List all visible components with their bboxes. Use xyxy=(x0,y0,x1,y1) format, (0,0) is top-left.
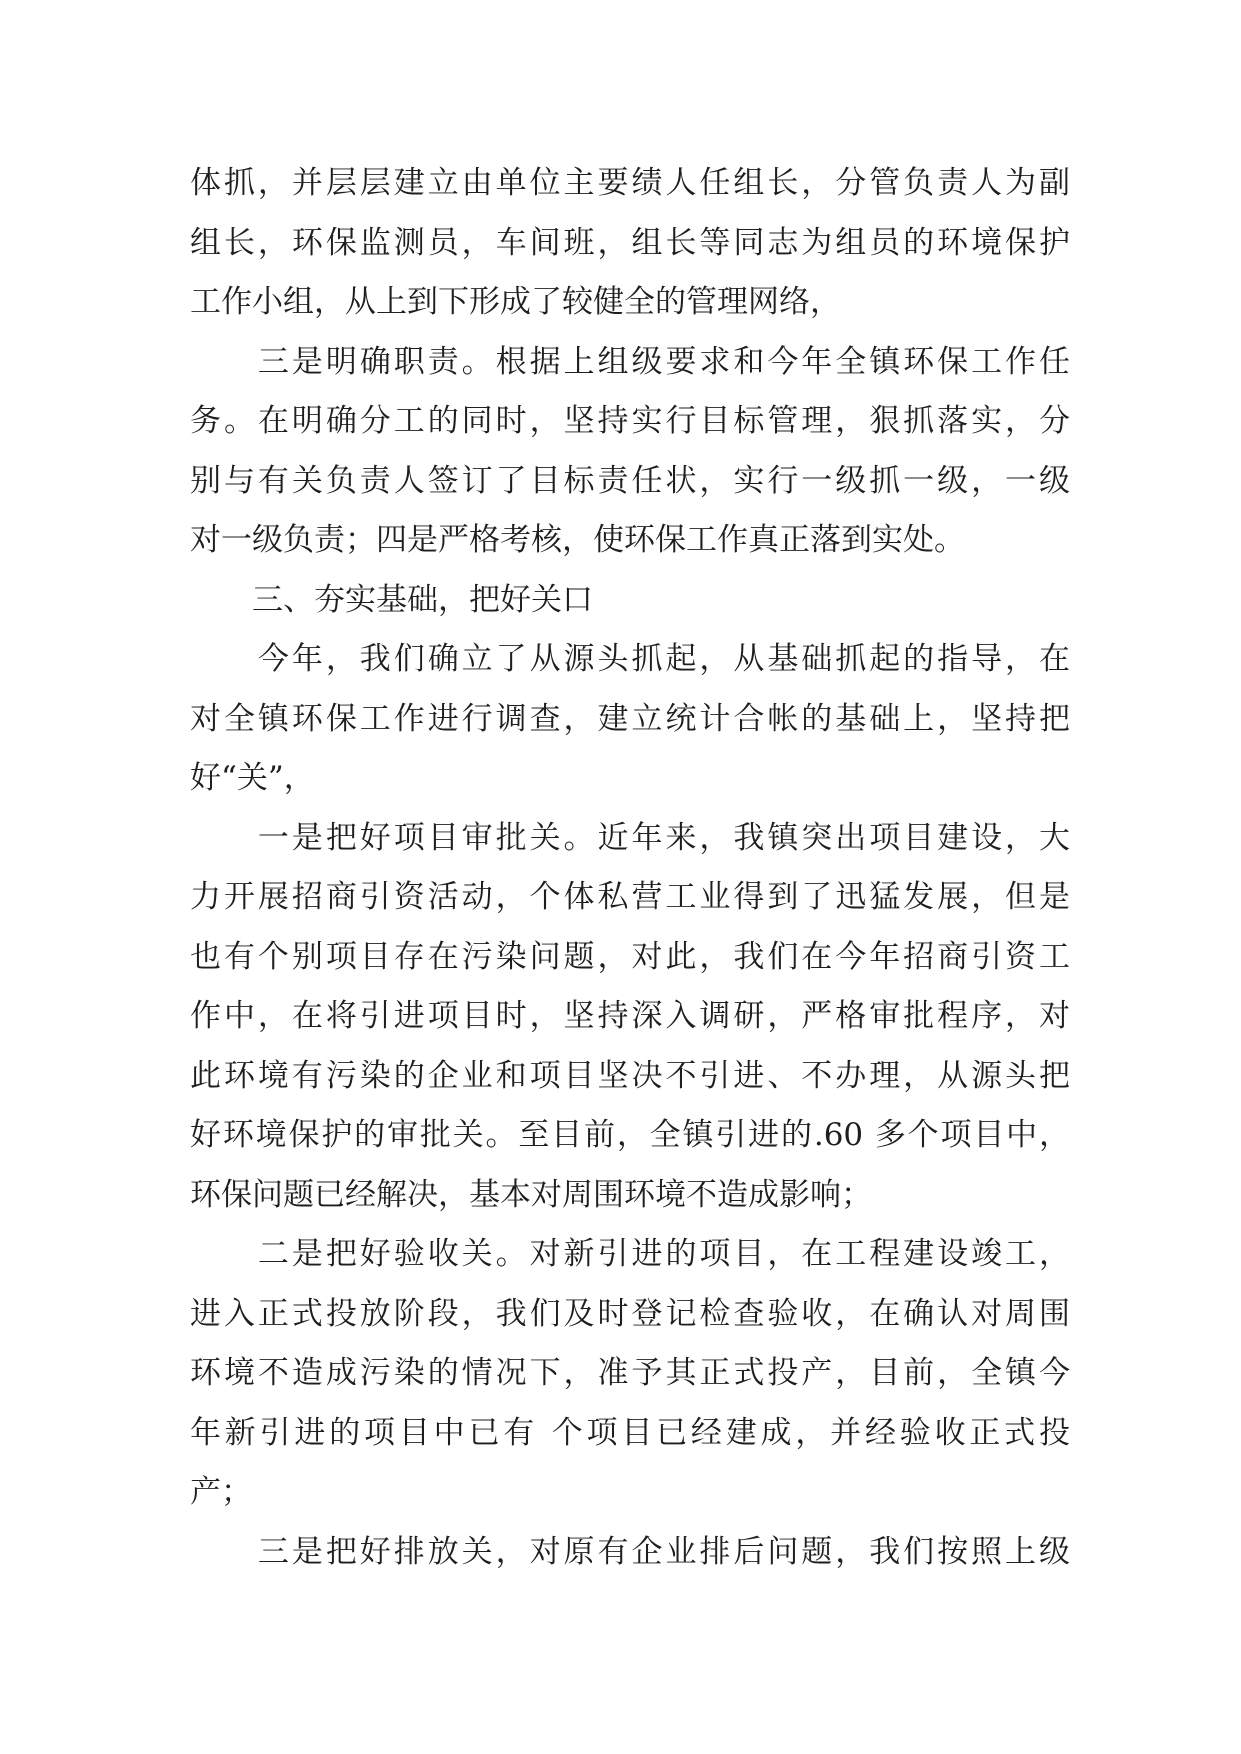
text-line: 对全镇环保工作进行调查，建立统计合帐的基础上，坚持把 xyxy=(190,700,1070,737)
text-line: 组长，环保监测员，车间班，组长等同志为组员的环境保护 xyxy=(190,224,1070,261)
text-line: 三是把好排放关，对原有企业排后问题，我们按照上级 xyxy=(190,1533,1070,1570)
text-line: 三、夯实基础，把好关口 xyxy=(190,581,593,618)
text-line: 好环境保护的审批关。至目前，全镇引进的.60 多个项目中， xyxy=(190,1117,1070,1153)
text-line: 别与有关负责人签订了目标责任状，实行一级抓一级，一级 xyxy=(190,462,1070,499)
text-line: 体抓，并层层建立由单位主要绩人任组长，分管负责人为副 xyxy=(190,165,1070,201)
text-line: 工作小组，从上到下形成了较健全的管理网络， xyxy=(190,284,841,320)
text-line: 年新引进的项目中已有 个项目已经建成，并经验收正式投 xyxy=(190,1414,1070,1451)
document-body-text xyxy=(190,154,1070,1582)
text-line: 力开展招商引资活动，个体私营工业得到了迅猛发展，但是 xyxy=(190,879,1070,915)
text-line: 环保问题已经解决，基本对周围环境不造成影响； xyxy=(190,1176,872,1213)
text-line: 作中，在将引进项目时，坚持深入调研，严格审批程序，对 xyxy=(190,998,1070,1034)
text-line: 三是明确职责。根据上组级要求和今年全镇环保工作任 xyxy=(190,343,1070,380)
text-line: 二是把好验收关。对新引进的项目，在工程建设竣工， xyxy=(190,1236,1070,1272)
text-line: 也有个别项目存在污染问题，对此，我们在今年招商引资工 xyxy=(190,938,1070,975)
text-line: 此环境有污染的企业和项目坚决不引进、不办理，从源头把 xyxy=(190,1057,1070,1094)
text-line: 务。在明确分工的同时，坚持实行目标管理，狠抓落实，分 xyxy=(190,403,1070,439)
text-line: 今年，我们确立了从源头抓起，从基础抓起的指导，在 xyxy=(190,641,1070,677)
text-line: 环境不造成污染的情况下，准予其正式投产，目前，全镇今 xyxy=(190,1355,1070,1391)
text-line: 对一级负责；四是严格考核，使环保工作真正落到实处。 xyxy=(190,522,965,558)
text-line: 产； xyxy=(190,1474,252,1510)
text-line: 进入正式投放阶段，我们及时登记检查验收，在确认对周围 xyxy=(190,1295,1070,1332)
text-line: 一是把好项目审批关。近年来，我镇突出项目建设，大 xyxy=(190,819,1070,856)
text-line: 好“关”， xyxy=(190,760,315,796)
